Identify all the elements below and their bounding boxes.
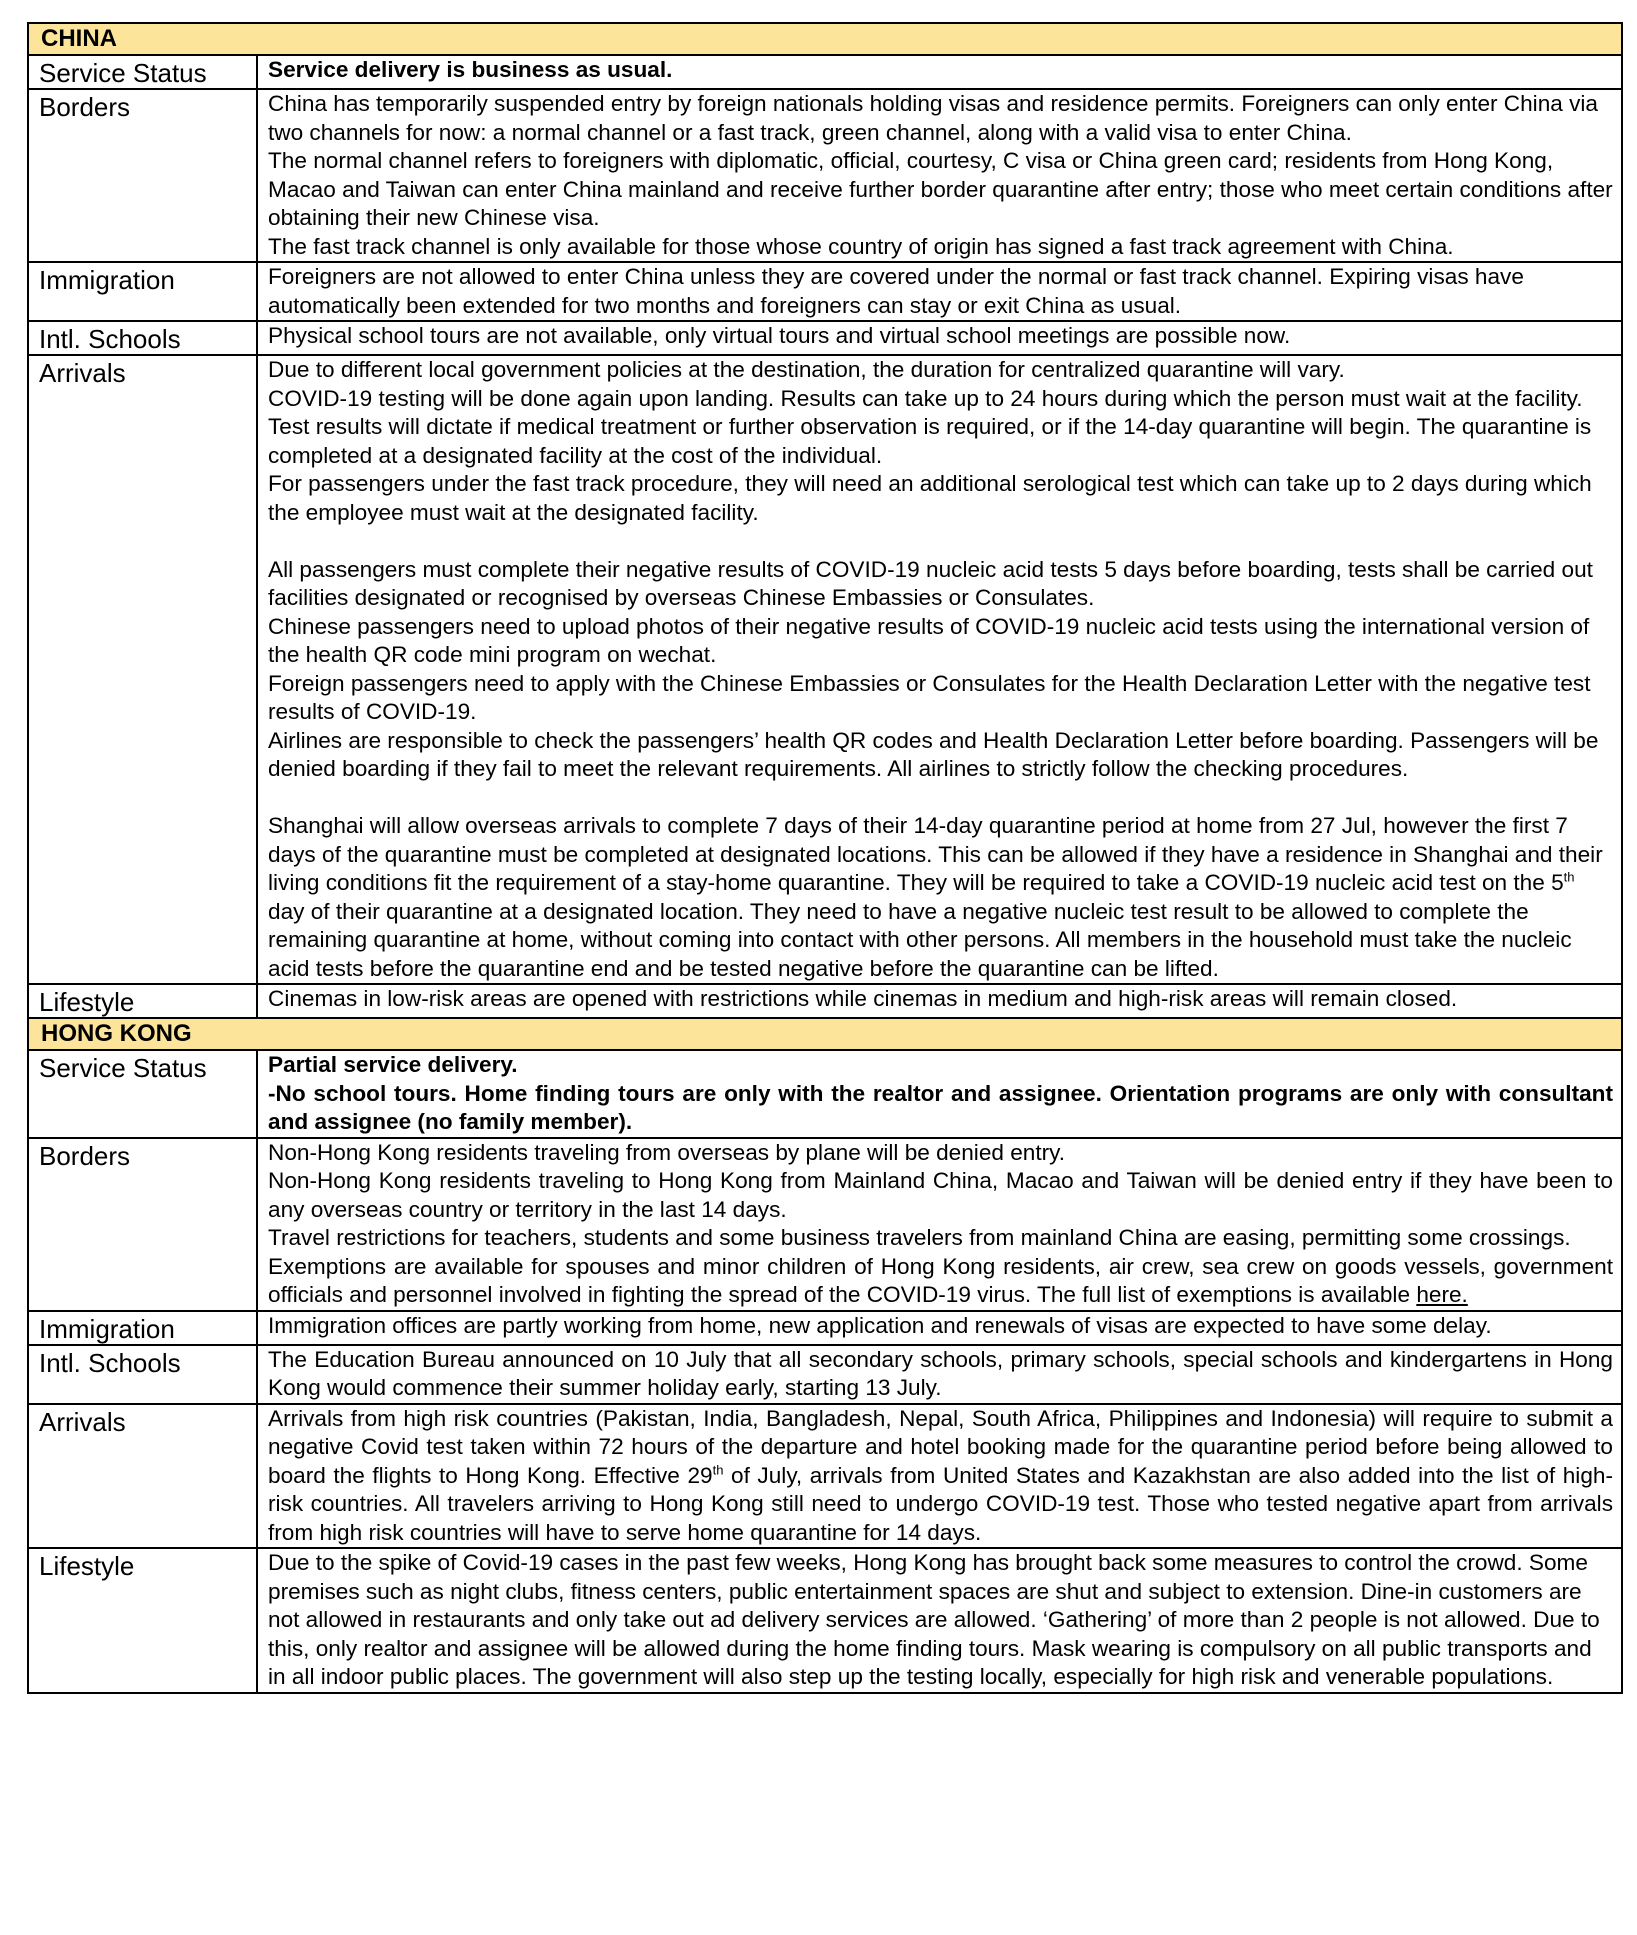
paragraph: Due to different local government policies at the destination, the duration for centralized quarantine will vary. (268, 357, 1345, 382)
immigration-text: Foreigners are not allowed to enter China unless they are covered under the normal or fast track channel. Expiring visas have automatically been extended for two months and foreigners can stay or exit China as usual. (257, 262, 1622, 321)
table-row (28, 1050, 1622, 1138)
paragraph-part: Exemptions are available for spouses and minor children of Hong Kong residents, air crew, sea crew on goods vessels, government officials and personnel involved in fighting the spread of the COVID-19 virus. The full list of exemptions is available (268, 1253, 1613, 1307)
schools-text: The Education Bureau announced on 10 July that all secondary schools, primary schools, special schools and kindergartens in Hong Kong would commence their summer holiday early, starting 13 July. (257, 1345, 1622, 1404)
ordinal-suffix: th (712, 1461, 724, 1477)
arrivals-text (257, 1404, 1622, 1549)
paragraph: All passengers must complete their negative results of COVID-19 nucleic acid tests 5 days before boarding, tests shall be carried out facilities designated or recognised by overseas Chinese Embassies or Consulates. (268, 556, 1593, 610)
paragraph: The normal channel refers to foreigners with diplomatic, official, courtesy, C visa or China green card; residents from Hong Kong, Macao and Taiwan can enter China mainland and receive further border quarantine after entry; those who meet certain conditions after obtaining their new Chinese visa. (268, 148, 1613, 230)
paragraph (268, 1253, 1613, 1310)
paragraph: Travel restrictions for teachers, students and some business travelers from mainland China are easing, permitting some crossings. (268, 1225, 1571, 1250)
paragraph-part: of July, arrivals from United States and Kazakhstan are also added into the list of high-risk countries. All travelers arriving to Hong Kong still need to undergo COVID-19 test. Those who tested negative apart from arrivals from high risk countries will have to serve home quarantine for 14 days. (268, 1462, 1613, 1545)
row-label: Borders (28, 89, 257, 262)
paragraph: For passengers under the fast track procedure, they will need an additional serological test which can take up to 2 days during which the employee must wait at the designated facility. (268, 471, 1592, 525)
table-row (28, 355, 1622, 984)
row-label: Lifestyle (28, 984, 257, 1018)
row-label: Lifestyle (28, 1548, 257, 1693)
row-label: Immigration (28, 262, 257, 321)
ordinal-suffix: th (1563, 869, 1575, 885)
row-label: Borders (28, 1138, 257, 1311)
country-status-table (27, 22, 1623, 1694)
paragraph: Foreign passengers need to apply with the Chinese Embassies or Consulates for the Health Declaration Letter with the negative test results of COVID-19. (268, 670, 1591, 724)
paragraph: The fast track channel is only available for those whose country of origin has signed a fast track agreement with China. (268, 233, 1454, 259)
paragraph: Airlines are responsible to check the passengers’ health QR codes and Health Declaration Letter before boarding. Passengers will be denied boarding if they fail to meet the relevant requirements. All airlines to strictly follow the checking procedures. (268, 727, 1599, 781)
table-row (28, 984, 1622, 1018)
section-header-hongkong (28, 1018, 1622, 1050)
row-label: Immigration (28, 1311, 257, 1345)
row-label: Intl. Schools (28, 321, 257, 355)
table-row (28, 55, 1622, 89)
row-label: Arrivals (28, 1404, 257, 1549)
table-row (28, 1345, 1622, 1404)
table-row (28, 1138, 1622, 1311)
paragraph: Partial service delivery. (268, 1052, 518, 1077)
paragraph-part: Shanghai will allow overseas arrivals to complete 7 days of their 14-day quarantine period at home from 27 Jul, however the first 7 days of the quarantine must be completed at designated locations. This can be allowed if they have a residence in Shanghai and their living conditions fit the requirement of a stay-home quarantine. They will be required to take a COVID-19 nucleic acid test on the 5 (268, 813, 1603, 895)
borders-text (257, 89, 1622, 262)
paragraph (268, 812, 1613, 983)
row-label: Arrivals (28, 355, 257, 984)
row-label: Service Status (28, 1050, 257, 1138)
immigration-text: Immigration offices are partly working from home, new application and renewals of visas are expected to have some delay. (257, 1311, 1622, 1345)
paragraph: COVID-19 testing will be done again upon landing. Results can take up to 24 hours during which the person must wait at the facility. Test results will dictate if medical treatment or further observation is required, or if the 14-day quarantine will begin. The quarantine is completed at a designated facility at the cost of the individual. (268, 385, 1592, 468)
table-row (28, 321, 1622, 355)
borders-text (257, 1138, 1622, 1311)
table-row (28, 1404, 1622, 1549)
section-title: CHINA (28, 23, 1622, 55)
table-row (28, 262, 1622, 321)
paragraph-part: day of their quarantine at a designated location. They need to have a negative nucleic test result to be allowed to complete the remaining quarantine at home, without coming into contact with other persons. All members in the household must take the nucleic acid tests before the quarantine end and be tested negative before the quarantine can be lifted. (268, 898, 1572, 981)
table-row (28, 1311, 1622, 1345)
row-label: Service Status (28, 55, 257, 89)
paragraph: Chinese passengers need to upload photos of their negative results of COVID-19 nucleic acid tests using the international version of the health QR code mini program on wechat. (268, 613, 1590, 667)
table-row (28, 89, 1622, 262)
section-title: HONG KONG (28, 1018, 1622, 1050)
lifestyle-text: Cinemas in low-risk areas are opened with restrictions while cinemas in medium and high-risk areas will remain closed. (257, 984, 1622, 1018)
paragraph: China has temporarily suspended entry by foreign nationals holding visas and residence permits. Foreigners can only enter China via two channels for now: a normal channel or a fast track, green channel, along with a valid visa to enter China. (268, 91, 1598, 145)
service-status-text: Service delivery is business as usual. (257, 55, 1622, 89)
section-header-china (28, 23, 1622, 55)
paragraph: Non-Hong Kong residents traveling from overseas by plane will be denied entry. (268, 1139, 1066, 1165)
lifestyle-text: Due to the spike of Covid-19 cases in the past few weeks, Hong Kong has brought back some measures to control the crowd. Some premises such as night clubs, fitness centers, public entertainment spaces are shut and subject to extension. Dine-in customers are not allowed in restaurants and only take out ad delivery services are allowed. ‘Gathering’ of more than 2 people is not allowed. Due to this, only realtor and assignee will be allowed during the home finding tours. Mask wearing is compulsory on all public transports and in all indoor public places. The government will also step up the testing locally, especially for high risk and venerable populations. (257, 1548, 1622, 1693)
row-label: Intl. Schools (28, 1345, 257, 1404)
paragraph-part: Arrivals from high risk countries (Pakistan, India, Bangladesh, Nepal, South Africa, Philippines and Indonesia) will require to submit a negative Covid test taken within 72 hours of the departure and hotel booking made for the quarantine period before being allowed to board the flights to Hong Kong. Effective 29 (268, 1405, 1613, 1488)
service-status-text (257, 1050, 1622, 1138)
paragraph: -No school tours. Home finding tours are only with the realtor and assignee. Orientation programs are only with consultant and assignee (no family member). (268, 1080, 1613, 1134)
paragraph: Non-Hong Kong residents traveling to Hong Kong from Mainland China, Macao and Taiwan will be denied entry if they have been to any overseas country or territory in the last 14 days. (268, 1168, 1613, 1222)
arrivals-text (257, 355, 1622, 984)
schools-text: Physical school tours are not available, only virtual tours and virtual school meetings are possible now. (257, 321, 1622, 355)
table-row (28, 1548, 1622, 1693)
exemptions-link[interactable]: here. (1416, 1282, 1468, 1307)
